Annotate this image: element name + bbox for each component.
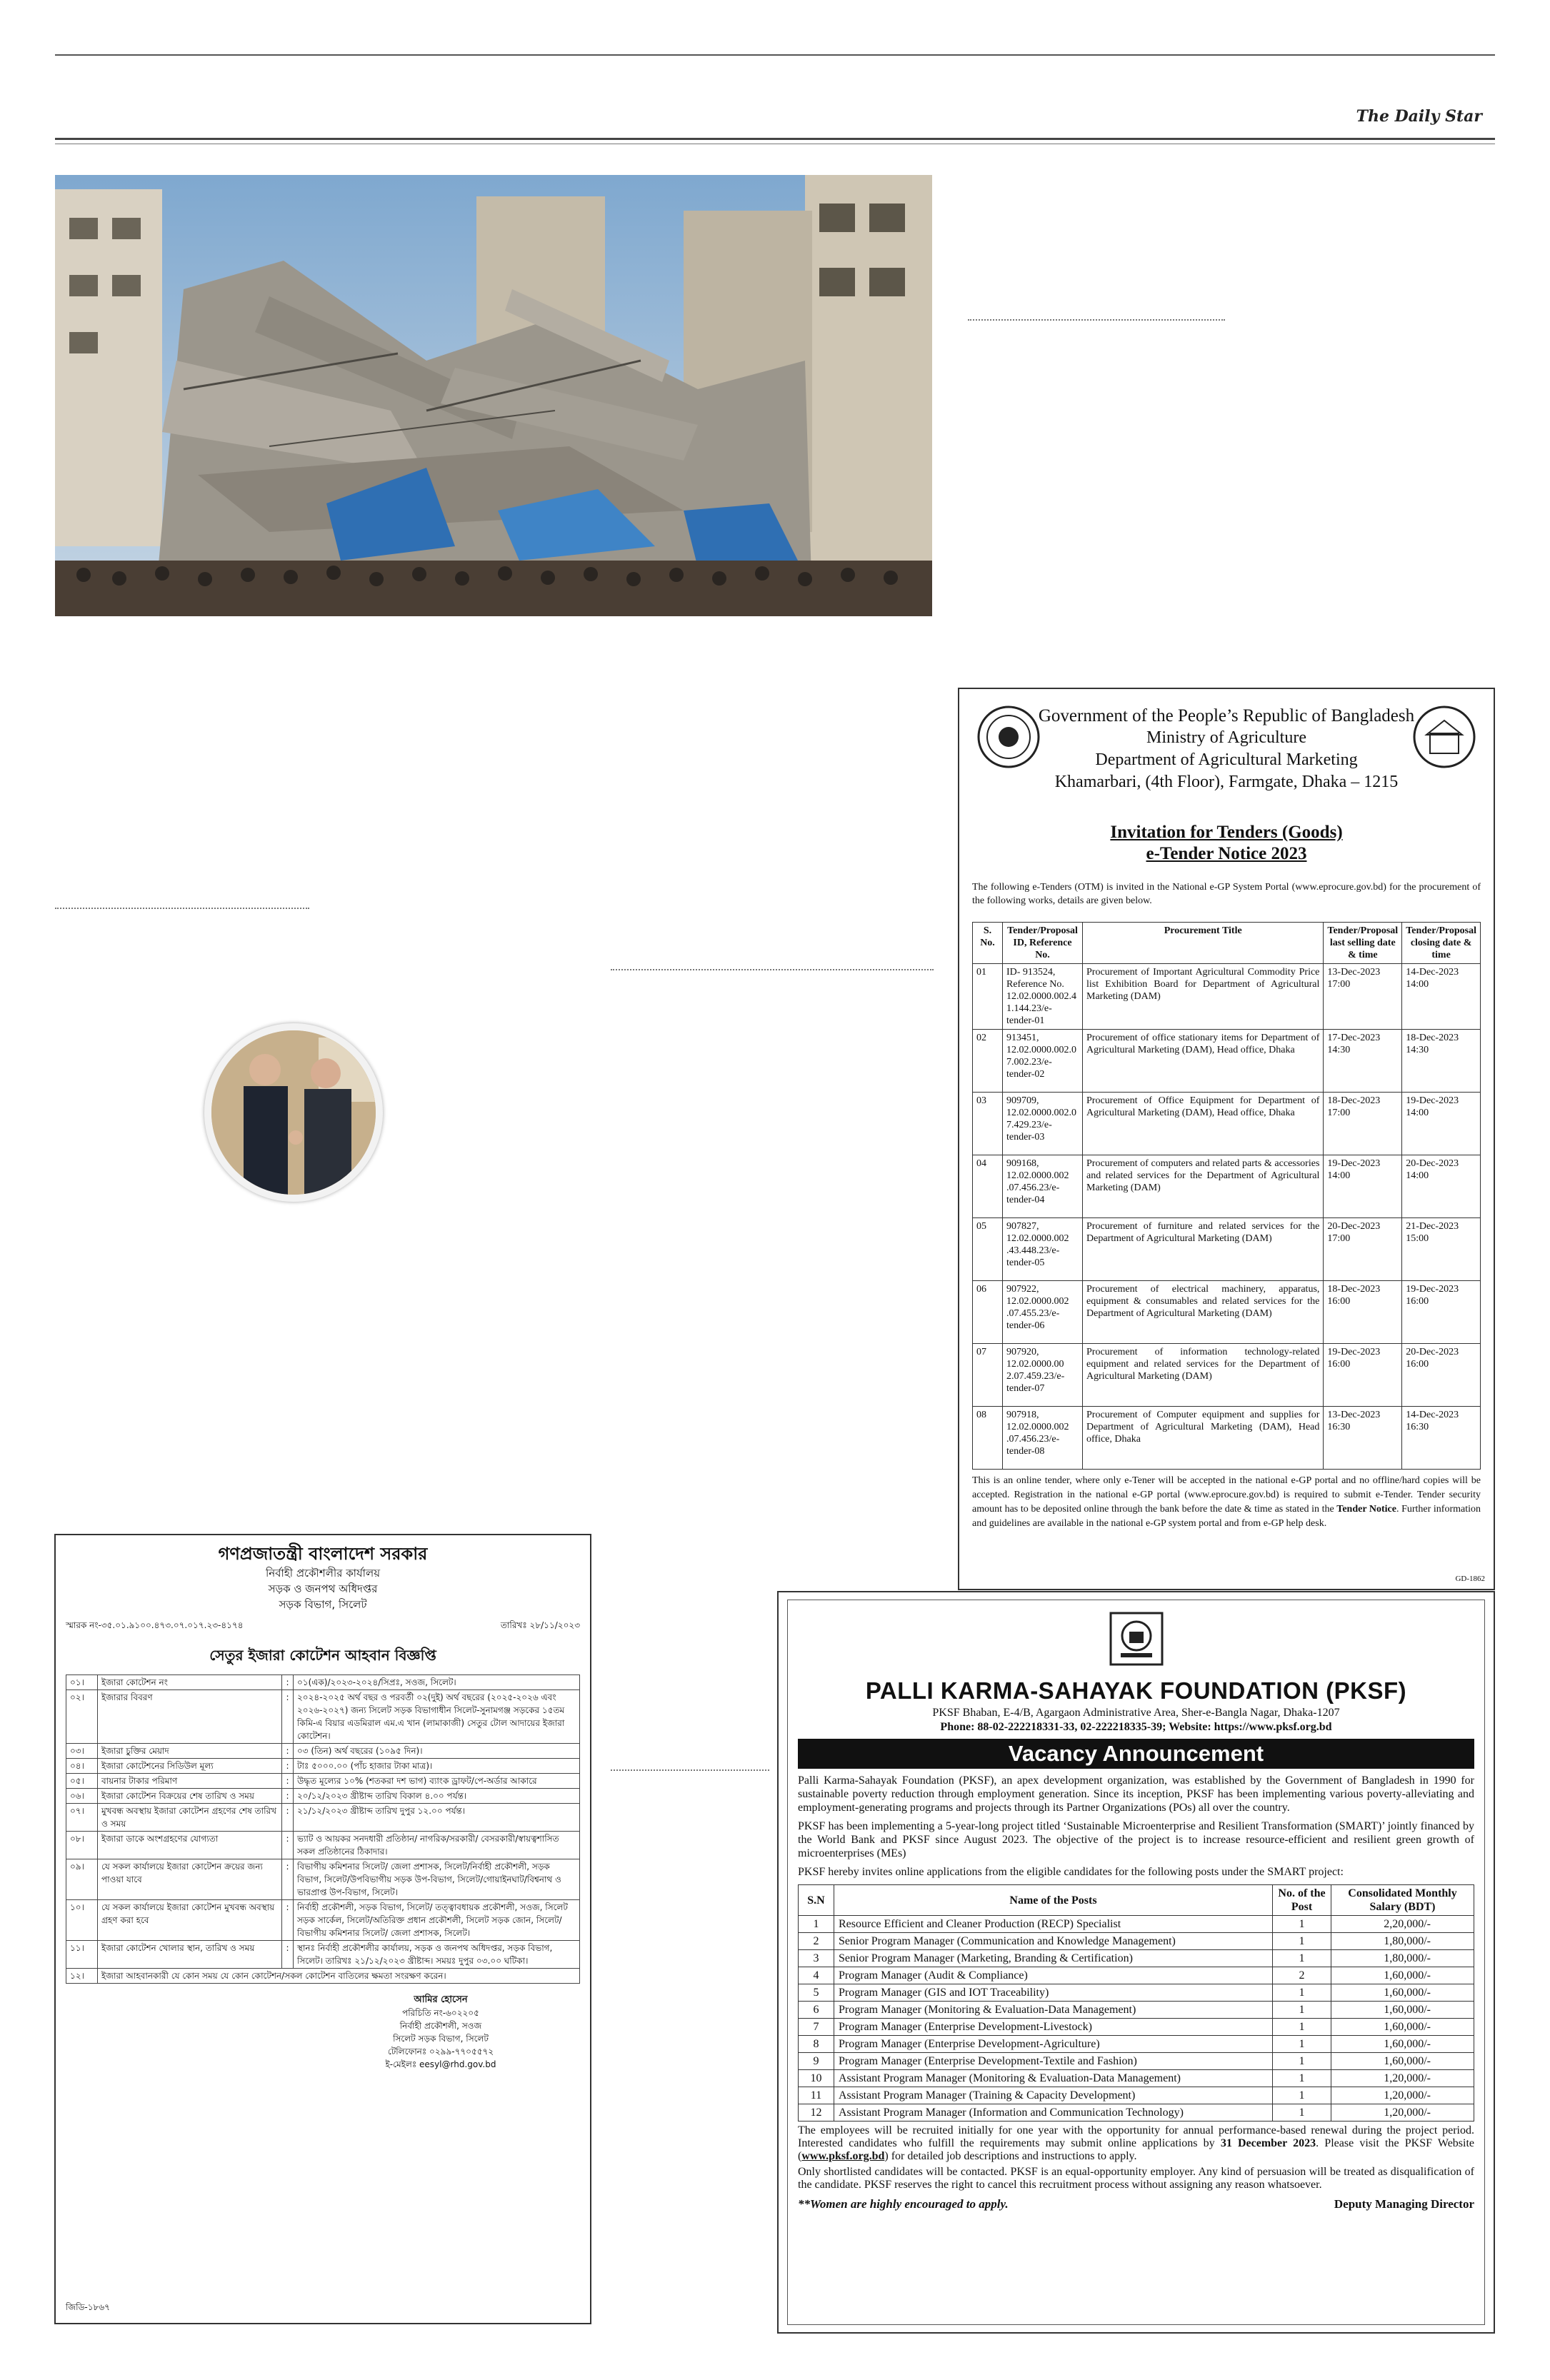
agri-ad-title — [972, 822, 1481, 865]
row-label: ইজারার বিবরণ — [98, 1690, 282, 1744]
tender-title: Procurement of Office Equipment for Department of Agricultural Marketing (DAM), Head office, Dhaka — [1083, 1093, 1324, 1155]
column-header: Procurement Title — [1083, 923, 1324, 964]
agri-ad-intro: The following e-Tenders (OTM) is invited in the National e-GP System Portal (www.eprocure.gov.bd) for the procurement of the following works, details are given below. — [972, 882, 1481, 906]
bangla-ad-office: নির্বাহী প্রকৌশলীর কার্যালয় — [265, 1567, 381, 1580]
tender-sn: 02 — [973, 1030, 1003, 1093]
row-value: ইজারা আহবানকারী যে কোন সময় যে কোন কোটেশন/সকল কোটেশন বাতিলের ক্ষমতা সংরক্ষণ করেন। — [98, 1969, 580, 1984]
post-count: 1 — [1273, 2104, 1331, 2122]
post-salary: 1,80,000/- — [1331, 1950, 1474, 1967]
pksf-paragraph: PKSF hereby invites online applications from the eligible candidates for the following posts under the SMART project: — [798, 1866, 1344, 1878]
row-colon: : — [282, 1832, 294, 1859]
vacancy-ad — [777, 1591, 1495, 2334]
table-row — [66, 1744, 580, 1759]
bangla-ad-header — [66, 1542, 580, 1612]
agri-footer-text: . Further information and guidelines are available in the national e-GP system portal and from e-GP help desk. — [972, 1504, 1481, 1529]
row-number: ১২। — [66, 1969, 98, 1984]
row-number: ০৬। — [66, 1789, 98, 1804]
pksf-note-text: ) for detailed job descriptions and instructions to apply. — [884, 2150, 1137, 2162]
handshake-photo — [204, 1023, 383, 1202]
signatory-phone: টেলিফোনঃ ০২৯৯-৭৭০৫৫৭২ — [387, 2047, 494, 2057]
table-row — [66, 1941, 580, 1969]
tender-id: 913451, 12.02.0000.002.0 7.002.23/e-tender-02 — [1003, 1030, 1083, 1093]
post-salary: 1,60,000/- — [1331, 1967, 1474, 1984]
masthead: The Daily Star — [1356, 107, 1482, 126]
tender-title: Procurement of Computer equipment and supplies for Department of Agricultural Marketing (DAM), Head office, Dhaka — [1083, 1407, 1324, 1470]
table-row — [973, 964, 1481, 1030]
tender-id: 907918, 12.02.0000.002 .07.456.23/e-tender-08 — [1003, 1407, 1083, 1470]
post-sn: 7 — [799, 2019, 834, 2036]
bangla-ad-signature — [66, 1994, 580, 2071]
table-row — [66, 1774, 580, 1789]
tender-title: Procurement of Important Agricultural Commodity Price list Exhibition Board for Department of Agricultural Marketing (DAM) — [1083, 964, 1324, 1030]
bridge-lease-notice-ad — [54, 1534, 591, 2324]
table-row — [799, 2104, 1474, 2122]
row-colon: : — [282, 1690, 294, 1744]
post-count: 1 — [1273, 2087, 1331, 2104]
tender-id: 909709, 12.02.0000.002.0 7.429.23/e-tender-03 — [1003, 1093, 1083, 1155]
tender-title: Procurement of electrical machinery, apparatus, equipment & consumables and related services for the Department of Agricultural Marketing (DAM) — [1083, 1281, 1324, 1344]
tender-close-date: 18-Dec-2023 14:30 — [1402, 1030, 1481, 1093]
table-row — [973, 1281, 1481, 1344]
posts-table-header — [799, 1885, 1474, 1916]
post-sn: 11 — [799, 2087, 834, 2104]
separator-dots — [611, 1769, 769, 1771]
row-label: ইজারা কোটেশন বিক্রয়ের শেষ তারিখ ও সময় — [98, 1789, 282, 1804]
post-sn: 9 — [799, 2053, 834, 2070]
column-header: Tender/Proposal closing date & time — [1402, 923, 1481, 964]
post-sn: 2 — [799, 1933, 834, 1950]
tender-table-header — [973, 923, 1481, 964]
tender-close-date: 20-Dec-2023 14:00 — [1402, 1155, 1481, 1218]
column-header: S. No. — [973, 923, 1003, 964]
bangla-ad-code: জিডি-১৮৬৭ — [66, 2302, 110, 2312]
separator-dots — [611, 969, 934, 970]
table-row — [799, 2019, 1474, 2036]
post-name: Program Manager (GIS and IOT Traceability) — [834, 1984, 1273, 2002]
post-name: Program Manager (Enterprise Development-Livestock) — [834, 2019, 1273, 2036]
agri-ad-govt: Government of the People’s Republic of Bangladesh — [1038, 706, 1415, 725]
tender-sn: 01 — [973, 964, 1003, 1030]
agri-ad-footer — [972, 1474, 1481, 1531]
tender-id: 907922, 12.02.0000.002 .07.455.23/e-tender-06 — [1003, 1281, 1083, 1344]
vacancy-ad-frame — [787, 1600, 1485, 2325]
row-label: ইজারা কোটেশন নং — [98, 1675, 282, 1690]
post-count: 1 — [1273, 2019, 1331, 2036]
row-number: ০২। — [66, 1690, 98, 1744]
row-colon: : — [282, 1774, 294, 1789]
agri-ad-title-line1: Invitation for Tenders (Goods) — [1110, 823, 1343, 842]
row-number: ০৩। — [66, 1744, 98, 1759]
table-row — [973, 1218, 1481, 1281]
table-row — [66, 1675, 580, 1690]
pksf-note: Only shortlisted candidates will be contacted. PKSF is an equal-opportunity employer. Any kind of persuasion will be treated as disqualification of the candidate. PKSF reserves the right to cancel this recruitment process without assigning any reason whatsoever. — [798, 2166, 1474, 2191]
row-number: ০৭। — [66, 1804, 98, 1832]
table-row — [66, 1804, 580, 1832]
tender-sell-date: 19-Dec-2023 14:00 — [1324, 1155, 1402, 1218]
post-count: 2 — [1273, 1967, 1331, 1984]
tender-sn: 06 — [973, 1281, 1003, 1344]
row-value: বিভাগীয় কমিশনার সিলেট/ জেলা প্রশাসক, সিলেট/নির্বাহী প্রকৌশলী, সড়ক বিভাগ, সিলেট/উপবিভাগীয় সড়ক উপ-বিভাগ, সিলেট/গোয়াইনঘাট/বিশ্বনাথ ও ভারপ্রাপ্ত উপ-বিভাগ, সিলেট। — [294, 1859, 580, 1900]
row-number: ০৯। — [66, 1859, 98, 1900]
row-number: ১০। — [66, 1900, 98, 1941]
top-rule — [55, 54, 1495, 56]
agri-ad-code: GD-1862 — [1455, 1575, 1485, 1583]
post-name: Program Manager (Enterprise Development-Textile and Fashion) — [834, 2053, 1273, 2070]
row-label: ইজারা কোটেশনের সিডিউল মূল্য — [98, 1759, 282, 1774]
table-row — [973, 1344, 1481, 1407]
pksf-website-link[interactable]: www.pksf.org.bd — [801, 2150, 885, 2162]
post-name: Program Manager (Enterprise Development-Agriculture) — [834, 2036, 1273, 2053]
post-sn: 5 — [799, 1984, 834, 2002]
tender-close-date: 19-Dec-2023 16:00 — [1402, 1281, 1481, 1344]
post-count: 1 — [1273, 2002, 1331, 2019]
tender-sn: 04 — [973, 1155, 1003, 1218]
post-name: Assistant Program Manager (Information and Communication Technology) — [834, 2104, 1273, 2122]
table-row — [973, 1407, 1481, 1470]
post-sn: 6 — [799, 2002, 834, 2019]
post-salary: 2,20,000/- — [1331, 1916, 1474, 1933]
posts-table — [798, 1884, 1474, 2122]
signatory-id: পরিচিতি নং-৬০২২০৫ — [402, 2008, 479, 2018]
vacancy-banner: Vacancy Announcement — [798, 1739, 1474, 1769]
post-count: 1 — [1273, 1984, 1331, 2002]
pksf-note-text: . Please visit the PKSF Website ( — [798, 2137, 1475, 2162]
table-row — [973, 1093, 1481, 1155]
table-row — [66, 1759, 580, 1774]
post-name: Senior Program Manager (Communication and Knowledge Management) — [834, 1933, 1273, 1950]
tender-sell-date: 13-Dec-2023 16:30 — [1324, 1407, 1402, 1470]
pksf-note-text: The employees will be recruited initially for one year with the opportunity for annual performance-based renewal during the project period. Interested candidates who fulfill the requirements may submit online applications by — [798, 2124, 1474, 2149]
tender-title: Procurement of information technology-related equipment and related services for the Department of Agricultural Marketing (DAM) — [1083, 1344, 1324, 1407]
row-value: ২০২৪-২০২৫ অর্থ বছর ও পরবর্তী ০২(দুই) অর্থ বছরের (২০২৫-২০২৬ এবং ২০২৬-২০২৭) জন্য সিলেট সড়ক বিভাগাধীন সিলেট-সুনামগঞ্জ সড়কের ১৫তম কিমি-এ বিয়ার এডমিরাল এম.এ খান (লামাকাজী) সেতুর টোল আদায়ের ইজারা কোটেশন। — [294, 1690, 580, 1744]
pksf-deadline: 31 December 2023 — [1220, 2137, 1316, 2149]
row-colon: : — [282, 1941, 294, 1969]
post-salary: 1,60,000/- — [1331, 2002, 1474, 2019]
table-row — [799, 2002, 1474, 2019]
row-colon: : — [282, 1900, 294, 1941]
column-header: Name of the Posts — [834, 1885, 1273, 1916]
table-row — [799, 1984, 1474, 2002]
tender-title: Procurement of office stationary items for Department of Agricultural Marketing (DAM), Head office, Dhaka — [1083, 1030, 1324, 1093]
table-row — [66, 1900, 580, 1941]
row-number: ০১। — [66, 1675, 98, 1690]
table-row — [799, 2053, 1474, 2070]
post-name: Program Manager (Monitoring & Evaluation-Data Management) — [834, 2002, 1273, 2019]
row-value: নির্বাহী প্রকৌশলী, সড়ক বিভাগ, সিলেট/ তত্ত্বাবধায়ক প্রকৌশলী, সওজ, সিলেট সড়ক সার্কেল, সিলেট/অতিরিক্ত প্রধান প্রকৌশলী, সিলেট সড়ক জোন, সিলেট/বিভাগীয় কমিশনার সিলেট/ জেলা প্রশাসক, সিলেট। — [294, 1900, 580, 1941]
row-colon: : — [282, 1675, 294, 1690]
row-colon: : — [282, 1804, 294, 1832]
table-row — [799, 1967, 1474, 1984]
post-salary: 1,60,000/- — [1331, 2036, 1474, 2053]
row-label: মুখবন্ধ অবস্থায় ইজারা কোটেশন গ্রহণের শেষ তারিখ ও সময় — [98, 1804, 282, 1832]
agri-footer-text: This is an online tender, where only e-Tener will be accepted in the national e-GP portal and no offline/hard copies will be accepted. Registration in the national e-GP portal (www.eprocure.gov.bd) is required to submit e-Tender. Tender security amount has to be deposited online through the bank before the date & time as stated in the — [972, 1475, 1481, 1515]
pksf-name: PALLI KARMA-SAHAYAK FOUNDATION (PKSF) — [865, 1677, 1407, 1704]
post-name: Senior Program Manager (Marketing, Branding & Certification) — [834, 1950, 1273, 1967]
pksf-sign-row — [798, 2197, 1474, 2211]
bangla-ad-division: সড়ক বিভাগ, সিলেট — [279, 1598, 367, 1611]
row-colon: : — [282, 1789, 294, 1804]
tender-id: 909168, 12.02.0000.002 .07.456.23/e-tender-04 — [1003, 1155, 1083, 1218]
table-row — [799, 1916, 1474, 1933]
table-row — [66, 1690, 580, 1744]
table-row — [799, 2070, 1474, 2087]
bangla-ad-ref: স্মারক নং-৩৫.০১.৯১০০.৪৭৩.০৭.০১৭.২৩-৪১৭৪ — [66, 1620, 244, 1630]
column-header: S.N — [799, 1885, 834, 1916]
pksf-address: PKSF Bhaban, E-4/B, Agargaon Administrative Area, Sher-e-Bangla Nagar, Dhaka-1207 — [932, 1707, 1340, 1719]
row-label: ইজারা কোটেশন খোলার স্থান, তারিখ ও সময় — [98, 1941, 282, 1969]
tender-table — [972, 922, 1481, 1470]
pksf-phone: Phone: 88-02-222218331-33, 02-222218335-39; Website: https://www.pksf.org.bd — [940, 1721, 1332, 1733]
tender-sn: 08 — [973, 1407, 1003, 1470]
bangla-ad-date: তারিখঃ ২৮/১১/২০২৩ — [500, 1620, 580, 1630]
post-count: 1 — [1273, 1933, 1331, 1950]
tender-id: 907827, 12.02.0000.002 .43.448.23/e-tender-05 — [1003, 1218, 1083, 1281]
tender-sell-date: 13-Dec-2023 17:00 — [1324, 964, 1402, 1030]
post-name: Program Manager (Audit & Compliance) — [834, 1967, 1273, 1984]
tender-close-date: 14-Dec-2023 16:30 — [1402, 1407, 1481, 1470]
tender-close-date: 20-Dec-2023 16:00 — [1402, 1344, 1481, 1407]
pksf-women-note: **Women are highly encouraged to apply. — [798, 2197, 1009, 2211]
table-row — [66, 1859, 580, 1900]
row-value: ২১/১২/২০২৩ খ্রীষ্টাব্দ তারিখ দুপুর ১২.০০ পর্যন্ত। — [294, 1804, 580, 1832]
pksf-note — [798, 2124, 1474, 2163]
pksf-signatory: Deputy Managing Director — [1334, 2197, 1474, 2211]
table-row — [799, 1950, 1474, 1967]
post-salary: 1,60,000/- — [1331, 2053, 1474, 2070]
tender-sell-date: 17-Dec-2023 14:30 — [1324, 1030, 1402, 1093]
lease-table — [66, 1674, 580, 1984]
pksf-paragraph: Palli Karma-Sahayak Foundation (PKSF), an apex development organization, was established by the Government of Bangladesh in 1990 for sustainable poverty reduction through employment generation. Since its inception, PKSF has been implementing various poverty-alleviating and employment-generating programs and projects through its Partner Organizations (POs) all over the country. — [798, 1774, 1474, 1814]
post-count: 1 — [1273, 2070, 1331, 2087]
signatory-name: আমির হোসেন — [414, 1994, 468, 2005]
post-name: Assistant Program Manager (Training & Capacity Development) — [834, 2087, 1273, 2104]
row-number: ০৫। — [66, 1774, 98, 1789]
tender-sell-date: 19-Dec-2023 16:00 — [1324, 1344, 1402, 1407]
row-label: যে সকল কার্যালয়ে ইজারা কোটেশন ক্রয়ের জন্য পাওয়া যাবে — [98, 1859, 282, 1900]
tender-close-date: 19-Dec-2023 14:00 — [1402, 1093, 1481, 1155]
row-value: স্থানঃ নির্বাহী প্রকৌশলীর কার্যালয়, সড়ক ও জনপথ অধিদপ্তর, সড়ক বিভাগ, সিলেট। তারিখঃ ২১/১২/২০২৩ খ্রীষ্টাব্দ। সময়ঃ দুপুর ০৩.০০ ঘটিকা। — [294, 1941, 580, 1969]
agri-footer-bold: Tender Notice — [1336, 1504, 1396, 1515]
post-salary: 1,60,000/- — [1331, 1984, 1474, 2002]
tender-close-date: 14-Dec-2023 14:00 — [1402, 964, 1481, 1030]
post-sn: 10 — [799, 2070, 834, 2087]
tender-sell-date: 18-Dec-2023 16:00 — [1324, 1281, 1402, 1344]
column-header: No. of the Post — [1273, 1885, 1331, 1916]
tender-sn: 03 — [973, 1093, 1003, 1155]
row-number: ১১। — [66, 1941, 98, 1969]
row-label: ইজারা চুক্তির মেয়াদ — [98, 1744, 282, 1759]
row-label: বায়নার টাকার পরিমাণ — [98, 1774, 282, 1789]
bangla-ad-department: সড়ক ও জনপথ অধিদপ্তর — [268, 1582, 378, 1595]
row-value: ০১(এক)/২০২৩-২০২৪/সিপ্রঃ, সওজ, সিলেট। — [294, 1675, 580, 1690]
tender-sell-date: 20-Dec-2023 17:00 — [1324, 1218, 1402, 1281]
tender-id: 907920, 12.02.0000.00 2.07.459.23/e-tender-07 — [1003, 1344, 1083, 1407]
pksf-paragraph: PKSF has been implementing a 5-year-long project titled ‘Sustainable Microenterprise and Resilient Transformation (SMART)’ jointly financed by the World Bank and PKSF since August 2023. The objective of the project is to increase resource-efficient and resilient green growth of microenterprises (MEs) — [798, 1820, 1474, 1859]
post-sn: 4 — [799, 1967, 834, 1984]
government-seal-icon — [976, 705, 1041, 769]
tender-sn: 07 — [973, 1344, 1003, 1407]
post-sn: 8 — [799, 2036, 834, 2053]
rubble-photo — [55, 175, 932, 616]
bangla-ad-title: সেতুর ইজারা কোটেশন আহবান বিজ্ঞপ্তি — [209, 1647, 436, 1664]
separator-dots — [968, 319, 1225, 321]
row-value: উদ্ধৃত মূল্যের ১০% (শতকরা দশ ভাগ) ব্যাংক ড্রাফট/পে-অর্ডার আকারে — [294, 1774, 580, 1789]
row-colon: : — [282, 1759, 294, 1774]
separator-dots — [55, 908, 309, 909]
agri-ad-address: Khamarbari, (4th Floor), Farmgate, Dhaka – 1215 — [1054, 773, 1399, 791]
post-name: Resource Efficient and Cleaner Production (RECP) Specialist — [834, 1916, 1273, 1933]
tender-close-date: 21-Dec-2023 15:00 — [1402, 1218, 1481, 1281]
post-sn: 12 — [799, 2104, 834, 2122]
post-count: 1 — [1273, 1950, 1331, 1967]
bangla-ad-govt: গণপ্রজাতন্ত্রী বাংলাদেশ সরকার — [218, 1544, 428, 1564]
column-header: Tender/Proposal last selling date & time — [1324, 923, 1402, 964]
post-salary: 1,20,000/- — [1331, 2104, 1474, 2122]
post-count: 1 — [1273, 2036, 1331, 2053]
table-row — [973, 1030, 1481, 1093]
row-number: ০৪। — [66, 1759, 98, 1774]
column-header: Tender/Proposal ID, Reference No. — [1003, 923, 1083, 964]
row-number: ০৮। — [66, 1832, 98, 1859]
tender-notice-ad — [958, 688, 1495, 1590]
column-header: Consolidated Monthly Salary (BDT) — [1331, 1885, 1474, 1916]
signatory-office: সিলেট সড়ক বিভাগ, সিলেট — [393, 2034, 489, 2044]
row-label: যে সকল কার্যালয়ে ইজারা কোটেশন মুখবন্ধ অবস্থায় গ্রহণ করা হবে — [98, 1900, 282, 1941]
tender-sell-date: 18-Dec-2023 17:00 — [1324, 1093, 1402, 1155]
signatory-email: ই-মেইলঃ eesyl@rhd.gov.bd — [385, 2059, 496, 2069]
row-value: ২০/১২/২০২৩ খ্রীষ্টাব্দ তারিখ বিকাল ৪.০০ পর্যন্ত। — [294, 1789, 580, 1804]
table-row — [799, 1933, 1474, 1950]
agri-ad-header — [972, 705, 1481, 793]
table-row — [66, 1789, 580, 1804]
signatory-title: নির্বাহী প্রকৌশলী, সওজ — [399, 2021, 482, 2031]
table-row — [799, 2036, 1474, 2053]
bangla-ad-ref-row — [66, 1620, 580, 1634]
tender-sn: 05 — [973, 1218, 1003, 1281]
agri-ad-ministry: Ministry of Agriculture — [1146, 728, 1306, 747]
post-salary: 1,60,000/- — [1331, 2019, 1474, 2036]
post-salary: 1,20,000/- — [1331, 2087, 1474, 2104]
row-value: ০৩ (তিন) অর্থ বছরের (১০৯৫ দিন)। — [294, 1744, 580, 1759]
department-logo-icon — [1412, 705, 1476, 769]
pksf-logo-icon — [1108, 1610, 1165, 1667]
post-sn: 1 — [799, 1916, 834, 1933]
row-value: ভ্যাট ও আয়কর সনদধারী প্রতিষ্ঠান/ নাগরিক/সরকারী/ বেসরকারী/স্বায়ত্বশাসিত সকল প্রতিষ্ঠানের ঠিকাদার। — [294, 1832, 580, 1859]
agri-ad-title-line2: e-Tender Notice 2023 — [1146, 844, 1307, 863]
table-row — [66, 1832, 580, 1859]
row-label: ইজারা ডাকে অংশগ্রহণের যোগ্যতা — [98, 1832, 282, 1859]
row-value: টাঃ ৫০০০.০০ (পাঁচ হাজার টাকা মাত্র)। — [294, 1759, 580, 1774]
agri-ad-department: Department of Agricultural Marketing — [1095, 750, 1358, 769]
tender-id: ID- 913524, Reference No. 12.02.0000.002.4 1.144.23/e-tender-01 — [1003, 964, 1083, 1030]
row-colon: : — [282, 1744, 294, 1759]
header-rule-thick — [55, 138, 1495, 140]
row-colon: : — [282, 1859, 294, 1900]
post-salary: 1,20,000/- — [1331, 2070, 1474, 2087]
table-row — [799, 2087, 1474, 2104]
tender-title: Procurement of furniture and related services for the Department of Agricultural Marketing (DAM) — [1083, 1218, 1324, 1281]
table-row — [973, 1155, 1481, 1218]
post-name: Assistant Program Manager (Monitoring & Evaluation-Data Management) — [834, 2070, 1273, 2087]
post-count: 1 — [1273, 1916, 1331, 1933]
post-sn: 3 — [799, 1950, 834, 1967]
table-row — [66, 1969, 580, 1984]
tender-title: Procurement of computers and related parts & accessories and related services for the Department of Agricultural Marketing (DAM) — [1083, 1155, 1324, 1218]
post-salary: 1,80,000/- — [1331, 1933, 1474, 1950]
post-count: 1 — [1273, 2053, 1331, 2070]
